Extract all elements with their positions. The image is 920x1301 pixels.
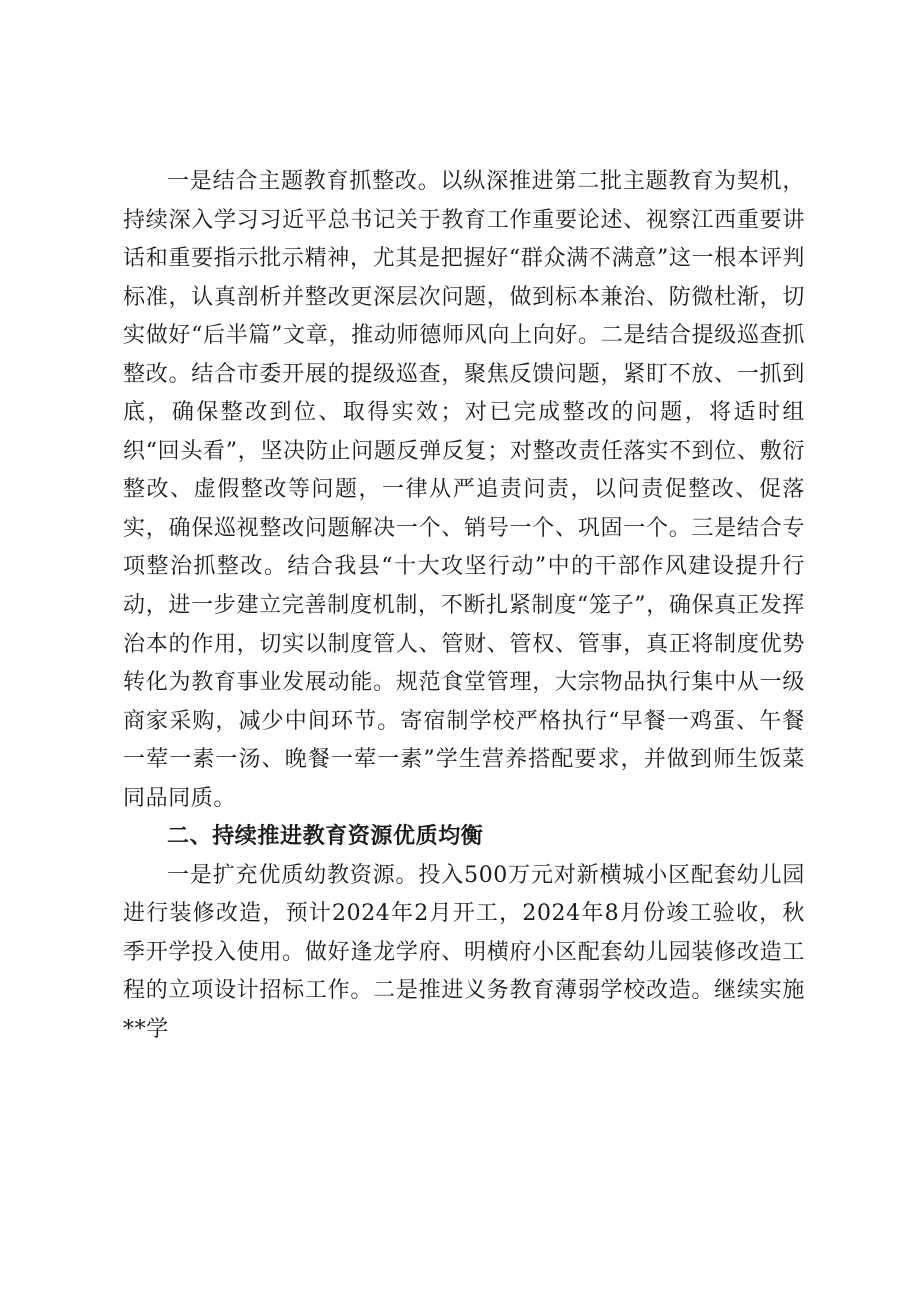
- body-paragraph: 一是结合主题教育抓整改。以纵深推进第二批主题教育为契机，持续深入学习习近平总书记关于教育工作重要论述、视察江西重要讲话和重要指示批示精神，尤其是把握好“群众满不满意”这一根本评判标准，认真剖析并整改更深层次问题，做到标本兼治、防微杜渐，切实做好“后半篇”文章，推动师德师风向上向好。二是结合提级巡查抓整改。结合市委开展的提级巡查，聚焦反馈问题，紧盯不放、一抓到底，确保整改到位、取得实效；对已完成整改的问题，将适时组织“回头看”，坚决防止问题反弹反复；对整改责任落实不到位、敷衍整改、虚假整改等问题，一律从严追责问责，以问责促整改、促落实，确保巡视整改问题解决一个、销号一个、巩固一个。三是结合专项整治抓整改。结合我县“十大攻坚行动”中的干部作风建设提升行动，进一步建立完善制度机制，不断扎紧制度“笼子”，确保真正发挥治本的作用，切实以制度管人、管财、管权、管事，真正将制度优势转化为教育事业发展动能。规范食堂管理，大宗物品执行集中从一级商家采购，减少中间环节。寄宿制学校严格执行“早餐一鸡蛋、午餐一荤一素一汤、晚餐一荤一素”学生营养搭配要求，并做到师生饭菜同品同质。: [123, 169, 805, 811]
- body-paragraph: 一是扩充优质幼教资源。投入500万元对新横城小区配套幼儿园进行装修改造，预计2024年2月开工，2024年8月份竣工验收，秋季开学投入使用。做好逢龙学府、明横府小区配套幼儿园装修改造工程的立项设计招标工作。二是推进义务教育薄弱学校改造。继续实施**学: [123, 862, 805, 1043]
- document-body: [123, 163, 805, 1050]
- section-heading: 二、持续推进教育资源优质均衡: [167, 824, 484, 850]
